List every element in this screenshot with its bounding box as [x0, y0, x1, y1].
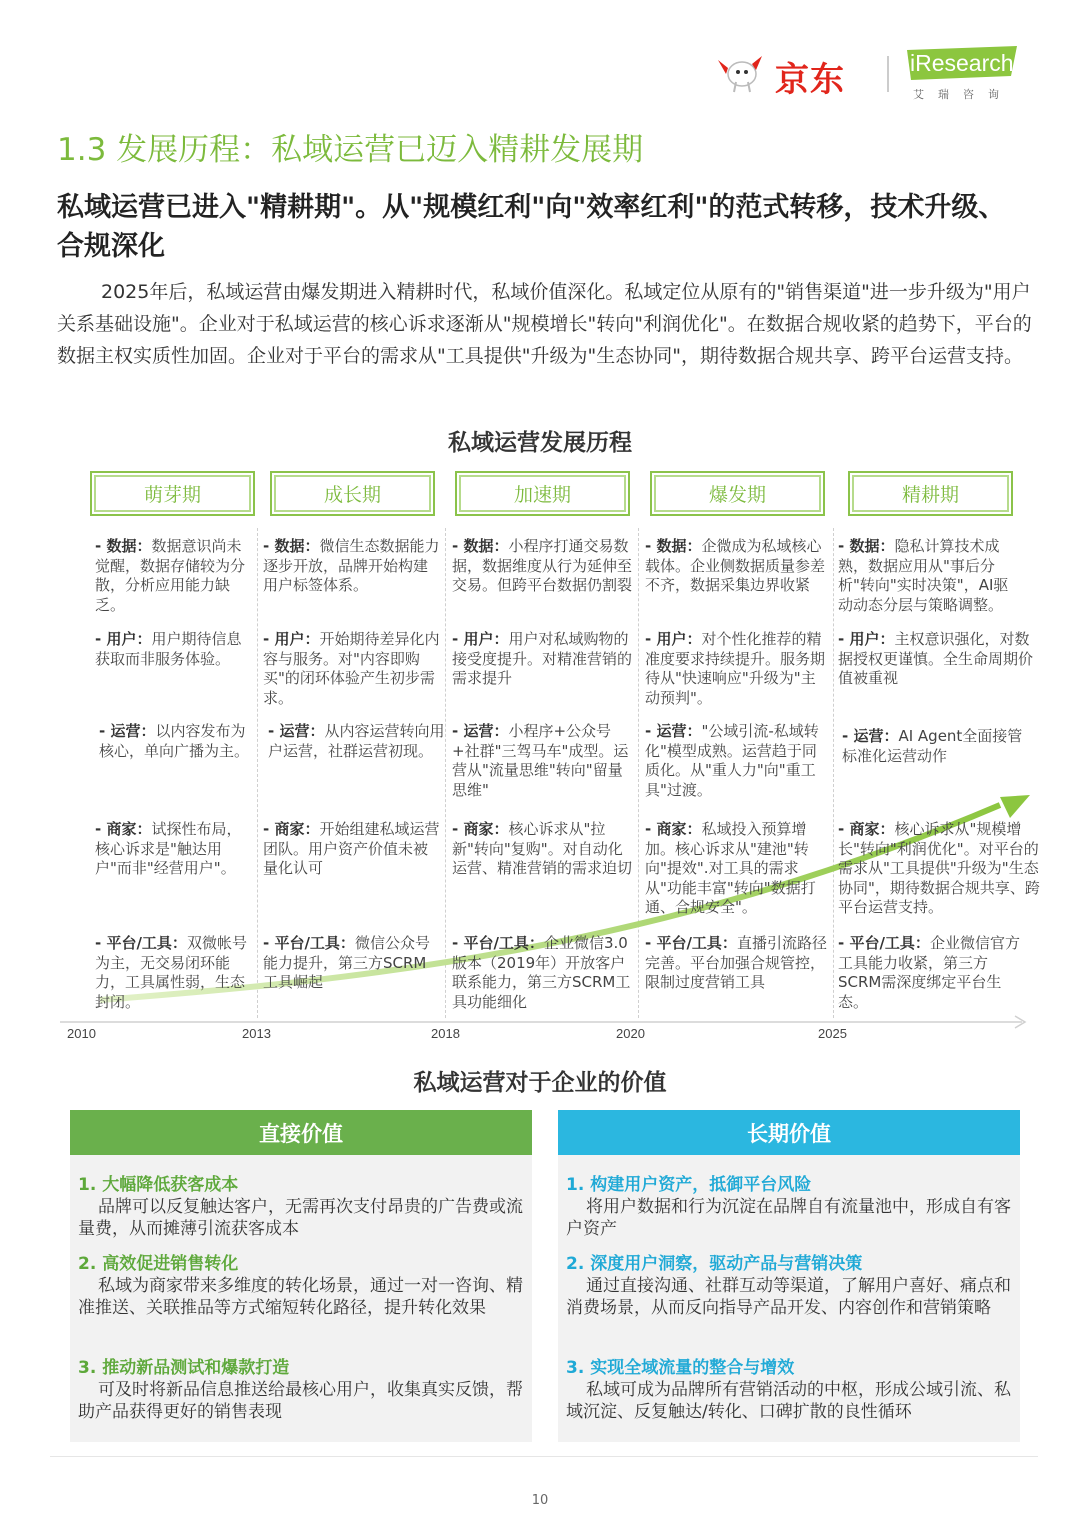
value-section-title: 私域运营对于企业的价值 [413, 1070, 667, 1096]
year-label: 2010 [67, 1026, 96, 1041]
row-label: - 数据： [838, 537, 895, 555]
direct-value-item [78, 1357, 523, 1423]
cell-text: 主权意识强化，对数据授权更谨慎。全生命周期价值被重视 [838, 630, 1034, 687]
timeline-cell [452, 934, 634, 1012]
row-label: - 用户： [838, 630, 895, 648]
timeline-cell [838, 820, 1043, 918]
cell-text: 双微帐号为主，无交易闭环能力，工具属性弱，生态封闭。 [95, 934, 247, 1011]
timeline-cell [645, 537, 828, 596]
longterm-value-item [566, 1174, 1011, 1240]
item-title: 3. 推动新品测试和爆款打造 [78, 1358, 290, 1378]
item-title: 2. 深度用户洞察，驱动产品与营销决策 [566, 1254, 863, 1274]
timeline-cell [95, 630, 250, 669]
direct-value-item [78, 1253, 523, 1319]
timeline-title: 私域运营发展历程 [448, 430, 632, 456]
iresearch-logo-subtext: 艾瑞咨询 [913, 88, 1013, 101]
cell-text: 微信生态数据能力逐步开放，品牌开始构建用户标签体系。 [263, 537, 440, 594]
page-subtitle: 私域运营已进入"精耕期"。从"规模红利"向"效率红利"的范式转移，技术升级、合规深化 [57, 192, 1006, 262]
cell-text: 对个性化推荐的精准度要求持续提升。服务期待从"快速响应"升级为"主动预判"。 [645, 630, 826, 707]
jd-dog-icon [718, 56, 762, 92]
timeline-cell [645, 820, 828, 918]
timeline-cell [263, 934, 441, 993]
timeline-cell [263, 630, 441, 708]
item-title: 1. 大幅降低获客成本 [78, 1175, 239, 1195]
cell-text: 企业微信官方工具能力收紧，第三方SCRM需深度绑定平台生态。 [838, 934, 1020, 1011]
row-label: - 平台/工具： [95, 934, 187, 952]
row-label: - 运营： [268, 722, 325, 740]
timeline-cell [268, 722, 446, 761]
item-body: 品牌可以反复触达客户，无需再次支付昂贵的广告费或流量费，从而摊薄引流获客成本 [78, 1197, 523, 1239]
timeline-cell [842, 727, 1027, 766]
cell-text: 小程序+公众号+社群"三驾马车"成型。运营从"流量思维"转向"留量思维" [452, 722, 629, 799]
timeline-cell [838, 934, 1020, 1012]
item-title: 1. 构建用户资产，抵御平台风险 [566, 1175, 812, 1195]
row-label: - 用户： [95, 630, 152, 648]
cell-text: 微信公众号能力提升，第三方SCRM工具崛起 [263, 934, 430, 991]
row-label: - 数据： [452, 537, 509, 555]
cell-text: "公域引流-私域转化"模型成熟。运营趋于同质化。从"重人力"向"重工具"过渡。 [645, 722, 819, 799]
row-label: - 商家： [645, 820, 702, 838]
intro-paragraph: 2025年后，私域运营由爆发期进入精耕时代，私域价值深化。私域定位从原有的"销售渠道"进一步升级为"用户关系基础设施"。企业对于私域运营的核心诉求逐渐从"规模增长"转向"利润优化"。在数据合规收紧的趋势下，平台的数据主权实质性加固。企业对于平台的需求从"工具提供"升级为"生态协同"，期待数据合规共享、跨平台运营支持。 [57, 281, 1032, 367]
year-label: 2018 [431, 1026, 460, 1041]
timeline-cell [95, 934, 250, 1012]
longterm-value-header-label: 长期价值 [747, 1121, 831, 1146]
longterm-value-item [566, 1253, 1011, 1319]
timeline-cell [95, 537, 250, 615]
timeline-cell [263, 820, 441, 879]
cell-text: 试探性布局，核心诉求是"触达用户"而非"经营用户"。 [95, 820, 242, 877]
row-label: - 数据： [95, 537, 152, 555]
timeline-cell [452, 820, 634, 879]
cell-text: 核心诉求从"规模增长"转向"利润优化"。对平台的需求从"工具提供"升级为"生态协同"，期待数据合规共享、跨平台运营支持。 [838, 820, 1040, 916]
cell-text: 数据意识尚未觉醒，数据存储较为分散，分析应用能力缺乏。 [95, 537, 246, 614]
timeline-cell [452, 630, 634, 689]
cell-text: 直播引流路径完善。平台加强合规管控，限制过度营销工具 [645, 934, 827, 991]
year-label: 2020 [616, 1026, 645, 1041]
row-label: - 商家： [95, 820, 152, 838]
logo-divider [887, 56, 889, 92]
stage-box [650, 471, 825, 516]
stage-label: 精耕期 [901, 484, 959, 506]
direct-value-header-label: 直接价值 [259, 1121, 343, 1146]
cell-text: 用户对私域购物的接受度提升。对精准营销的需求提升 [452, 630, 633, 687]
cell-text: 企微成为私域核心载体。企业侧数据质量参差不齐，数据采集边界收紧 [645, 537, 826, 594]
cell-text: AI Agent全面接管标准化运营动作 [842, 727, 1023, 765]
direct-value-item [78, 1174, 523, 1240]
page-number: 10 [531, 1493, 549, 1508]
row-label: - 平台/工具： [838, 934, 930, 952]
row-label: - 运营： [99, 722, 156, 740]
footer-divider [50, 1456, 1038, 1457]
cell-text: 隐私计算技术成熟，数据应用从"事后分析"转向"实时决策"，AI驱动动态分层与策略调整。 [838, 537, 1009, 614]
row-label: - 商家： [838, 820, 895, 838]
item-title: 2. 高效促进销售转化 [78, 1254, 239, 1274]
timeline-cell [452, 537, 634, 596]
item-title: 3. 实现全域流量的整合与增效 [566, 1358, 795, 1378]
timeline-cell [263, 537, 441, 596]
longterm-value-item [566, 1357, 1011, 1423]
row-label: - 用户： [645, 630, 702, 648]
timeline-cell [838, 630, 1038, 689]
cell-text: 核心诉求从"拉新"转向"复购"。对自动化运营、精准营销的需求迫切 [452, 820, 633, 877]
stage-box [848, 471, 1013, 516]
item-body: 将用户数据和行为沉淀在品牌自有流量池中，形成自有客户资产 [566, 1197, 1011, 1239]
row-label: - 数据： [263, 537, 320, 555]
row-label: - 用户： [452, 630, 509, 648]
row-label: - 数据： [645, 537, 702, 555]
timeline-cell [645, 934, 828, 993]
longterm-value-header [558, 1110, 1020, 1155]
year-label: 2013 [242, 1026, 271, 1041]
cell-text: 开始组建私域运营团队。用户资产价值未被量化认可 [263, 820, 440, 877]
row-label: - 用户： [263, 630, 320, 648]
row-label: - 平台/工具： [645, 934, 737, 952]
stage-box [270, 471, 435, 516]
row-label: - 平台/工具： [263, 934, 355, 952]
item-body: 私域为商家带来多维度的转化场景，通过一对一咨询、精准推送、关联推品等方式缩短转化路径，提升转化效果 [78, 1276, 523, 1318]
cell-text: 企业微信3.0版本（2019年）开放客户联系能力，第三方SCRM工具功能细化 [452, 934, 631, 1011]
stage-label: 萌芽期 [143, 484, 201, 506]
timeline-cell [645, 630, 828, 708]
timeline-cell [645, 722, 828, 800]
stage-label: 爆发期 [708, 484, 766, 506]
cell-text: 小程序打通交易数据，数据维度从行为延伸至交易。但跨平台数据仍割裂 [452, 537, 633, 594]
stage-box [90, 471, 255, 516]
stage-label: 成长期 [323, 484, 381, 506]
stage-label: 加速期 [513, 484, 571, 506]
cell-text: 从内容运营转向用户运营，社群运营初现。 [268, 722, 445, 760]
direct-value-header [70, 1110, 532, 1155]
row-label: - 商家： [452, 820, 509, 838]
stage-box [455, 471, 630, 516]
timeline-cell [99, 722, 250, 761]
cell-text: 私域投入预算增加。核心诉求从"建池"转向"提效".对工具的需求从"功能丰富"转向"数据打通、合规安全"。 [645, 820, 816, 916]
row-label: - 运营： [645, 722, 702, 740]
iresearch-logo-text: iResearch [910, 50, 1014, 76]
timeline-cell [452, 722, 634, 800]
cell-text: 以内容发布为核心，单向广播为主。 [99, 722, 250, 760]
row-label: - 运营： [452, 722, 509, 740]
section-title: 1.3 发展历程：私域运营已迈入精耕发展期 [57, 132, 644, 168]
row-label: - 商家： [263, 820, 320, 838]
timeline-cell [95, 820, 250, 879]
year-label: 2025 [818, 1026, 847, 1041]
row-label: - 运营： [842, 727, 899, 745]
cell-text: 用户期待信息获取而非服务体验。 [95, 630, 242, 668]
row-label: - 平台/工具： [452, 934, 544, 952]
item-body: 通过直接沟通、社群互动等渠道，了解用户喜好、痛点和消费场景，从而反向指导产品开发、内容创作和营销策略 [566, 1276, 1011, 1318]
jd-logo-text: 京东 [775, 60, 845, 100]
item-body: 可及时将新品信息推送给最核心用户，收集真实反馈，帮助产品获得更好的销售表现 [78, 1380, 523, 1422]
cell-text: 开始期待差异化内容与服务。对"内容即购买"的闭环体验产生初步需求。 [263, 630, 440, 707]
timeline-cell [838, 537, 1020, 615]
item-body: 私域可成为品牌所有营销活动的中枢，形成公域引流、私域沉淀、反复触达/转化、口碑扩散的良性循环 [566, 1380, 1011, 1422]
